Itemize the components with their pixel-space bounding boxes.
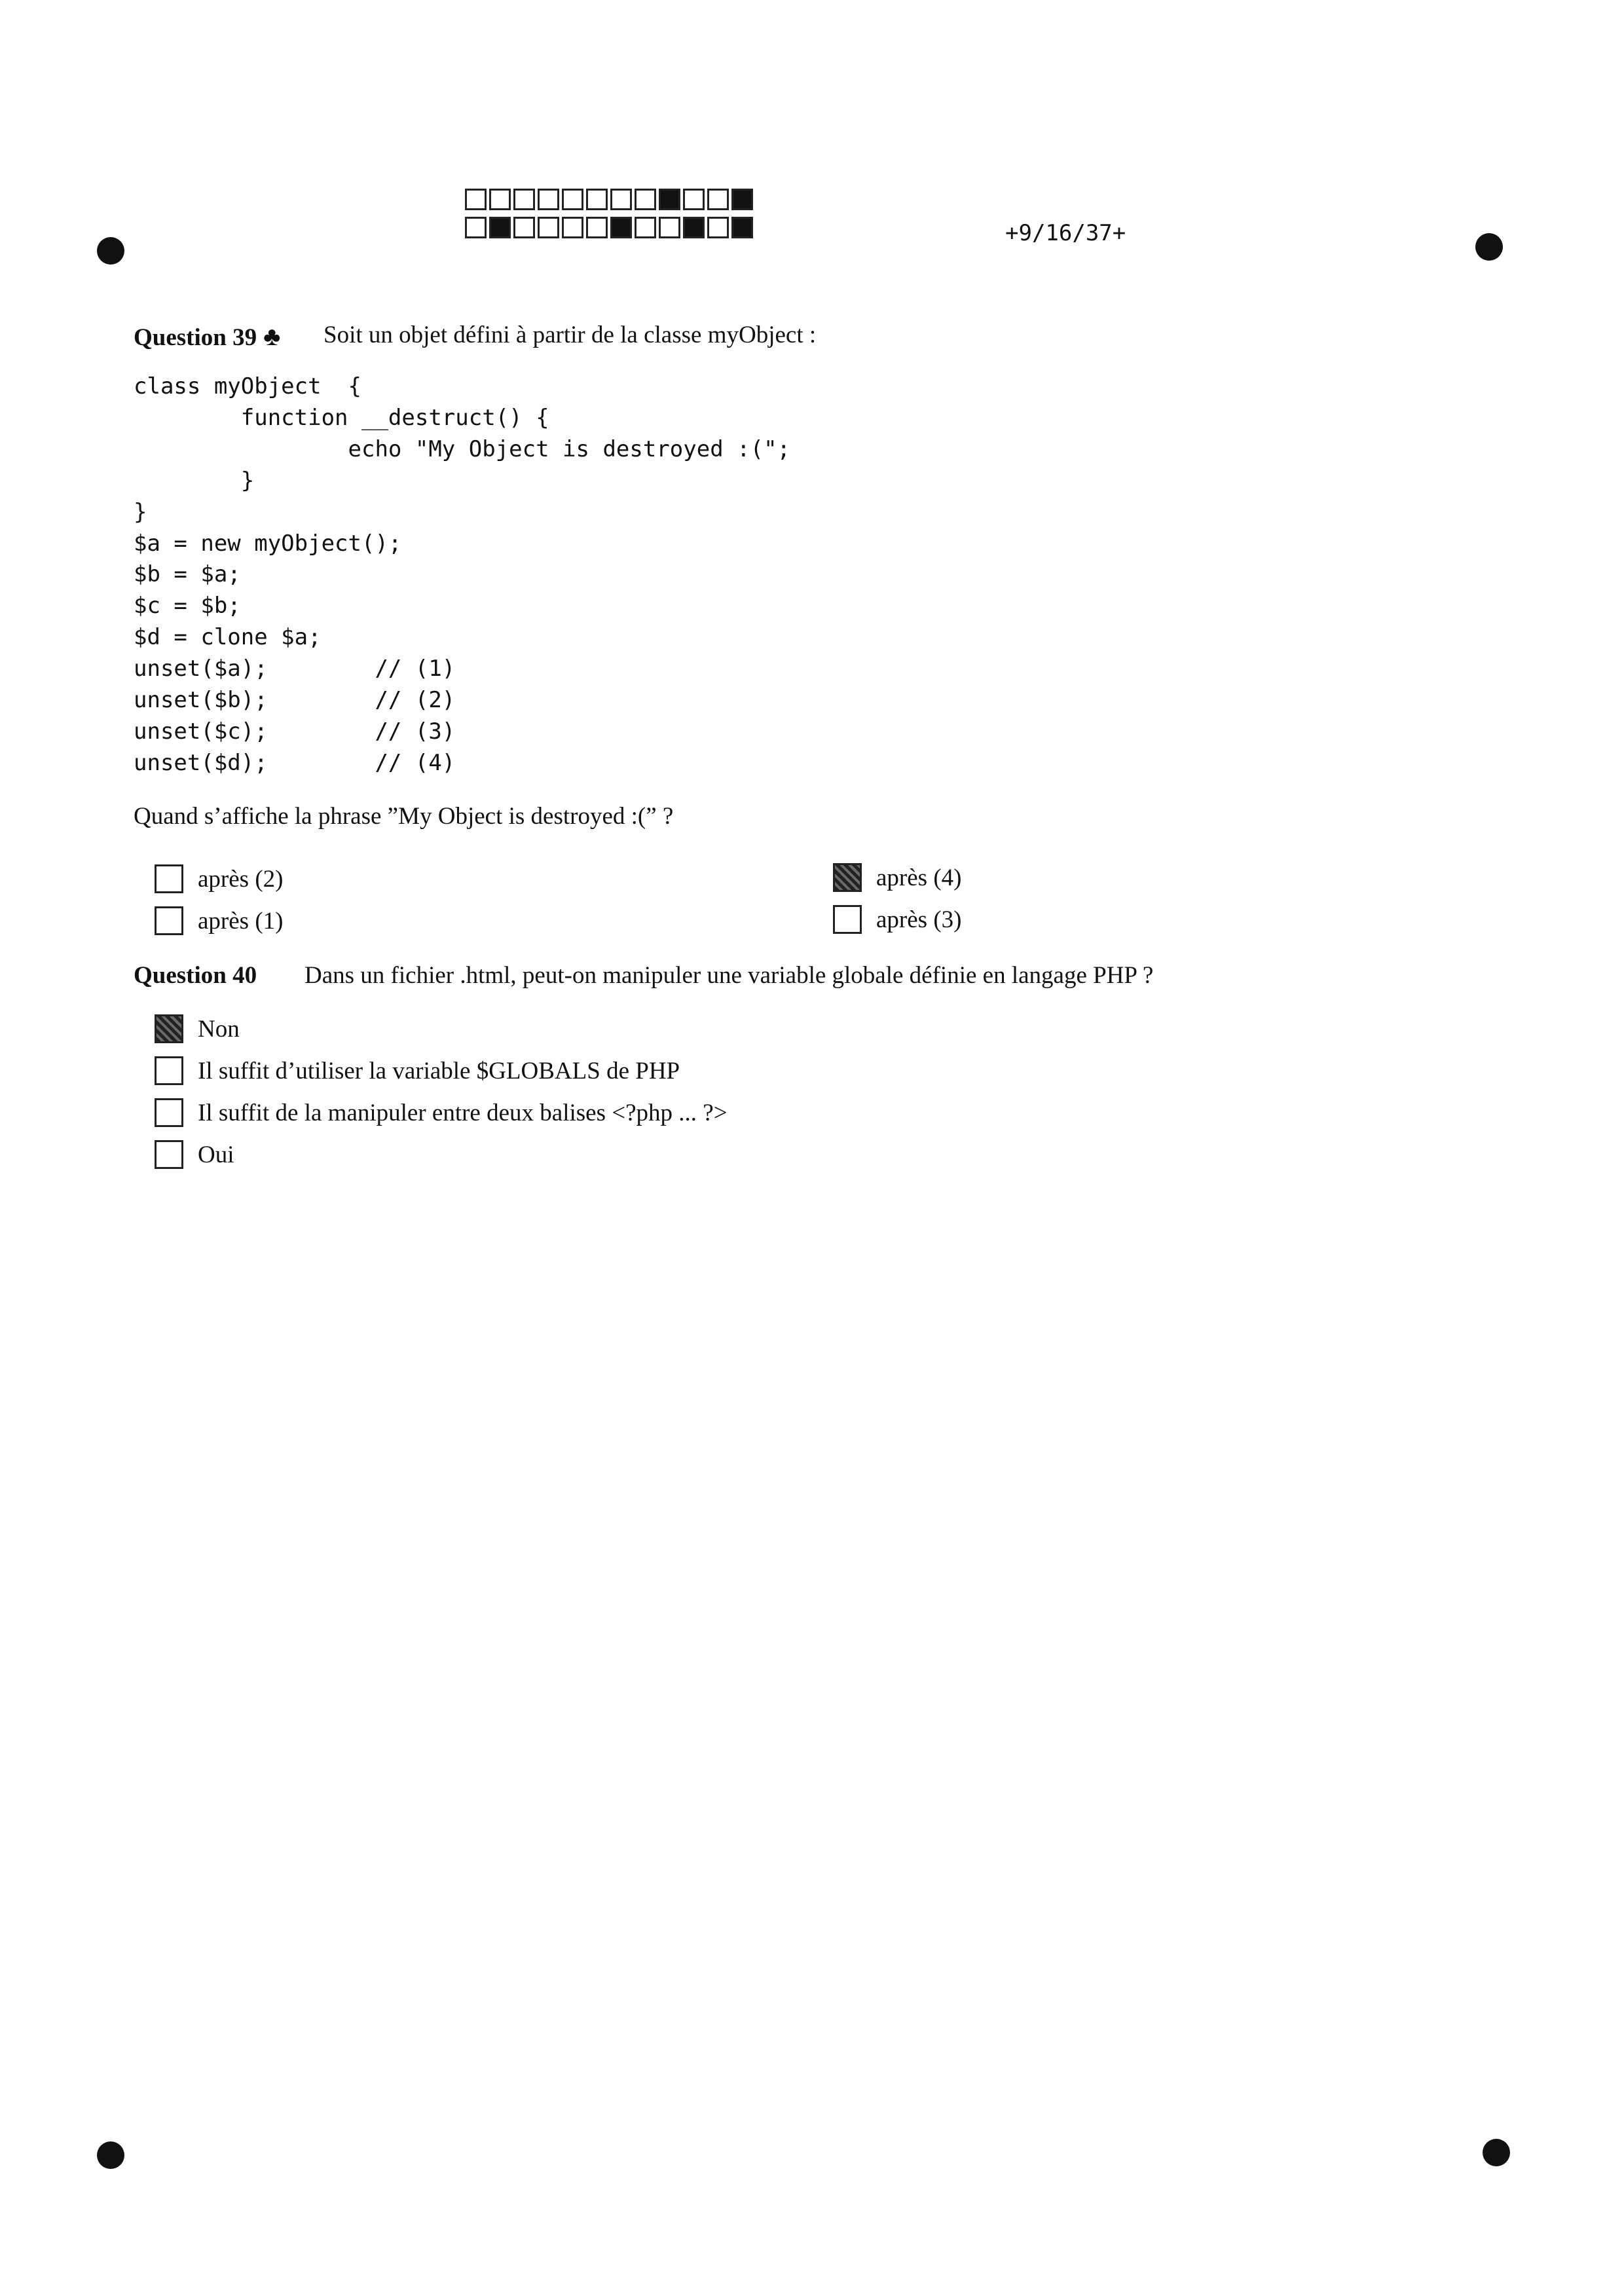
checkbox[interactable] <box>833 905 862 934</box>
answer-label: après (2) <box>198 865 284 893</box>
question-40-text: Dans un fichier .html, peut-on manipuler une variable globale définie en langage PHP ? <box>304 962 1154 989</box>
id-grid-cell <box>635 189 656 210</box>
question-39-header <box>134 321 280 352</box>
question-40-header <box>134 961 257 990</box>
page-id: +9/16/37+ <box>1005 220 1126 246</box>
id-grid-cell <box>659 217 680 238</box>
id-grid-cell <box>465 217 487 238</box>
answer-label: Non <box>198 1015 240 1043</box>
answer-label: Oui <box>198 1141 234 1168</box>
registration-mark-top-left <box>97 237 124 265</box>
registration-mark-top-right <box>1475 233 1503 261</box>
id-grid-cell <box>465 189 487 210</box>
answer-option[interactable] <box>155 864 283 893</box>
question-39-label: Question 39 <box>134 324 257 351</box>
id-grid-cell <box>683 189 705 210</box>
id-grid-cell <box>635 217 656 238</box>
answer-option[interactable] <box>155 1014 240 1043</box>
answer-label: après (3) <box>876 906 962 933</box>
id-grid-cell <box>610 217 632 238</box>
id-grid-cell <box>538 189 559 210</box>
checkbox[interactable] <box>155 1098 183 1127</box>
answer-option[interactable] <box>155 1140 234 1169</box>
id-grid-cell <box>707 217 729 238</box>
id-grid-row <box>465 217 756 238</box>
club-icon: ♣ <box>263 322 281 351</box>
answer-label: Il suffit d’utiliser la variable $GLOBALS de PHP <box>198 1057 680 1084</box>
checkbox[interactable] <box>155 864 183 893</box>
answer-option[interactable] <box>155 1098 728 1127</box>
id-grid-cell <box>538 217 559 238</box>
id-grid-cell <box>562 189 583 210</box>
id-grid-cell <box>586 189 608 210</box>
answer-option[interactable] <box>833 905 961 934</box>
id-grid-cell <box>731 189 753 210</box>
registration-mark-bottom-right <box>1483 2139 1510 2166</box>
question-39-prompt: Quand s’affiche la phrase ”My Object is destroyed :(” ? <box>134 803 674 830</box>
answer-label: Il suffit de la manipuler entre deux balises <?php ... ?> <box>198 1099 728 1126</box>
id-grid-cell <box>562 217 583 238</box>
id-grid-cell <box>513 189 535 210</box>
id-grid-cell <box>513 217 535 238</box>
id-grid-cell <box>489 217 511 238</box>
answer-option[interactable] <box>155 1056 680 1085</box>
id-grid-cell <box>707 189 729 210</box>
answer-option[interactable] <box>833 863 961 892</box>
page-id-grid <box>465 189 756 245</box>
answer-label: après (4) <box>876 864 962 891</box>
answer-label: après (1) <box>198 907 284 935</box>
id-grid-cell <box>683 217 705 238</box>
checkbox[interactable] <box>155 1056 183 1085</box>
id-grid-cell <box>731 217 753 238</box>
id-grid-row <box>465 189 756 210</box>
checkbox[interactable] <box>155 906 183 935</box>
id-grid-cell <box>610 189 632 210</box>
id-grid-cell <box>489 189 511 210</box>
id-grid-cell <box>659 189 680 210</box>
answer-option[interactable] <box>155 906 283 935</box>
registration-mark-bottom-left <box>97 2141 124 2169</box>
code-block: class myObject { function __destruct() { echo "My Object is destroyed :("; } } $a = new myObject(); $b = $a; $c = $b; $d = clone $a; unset($a); // (1) unset($b); // (2) unset($c); // (3) unset($d); // (4) <box>134 373 791 776</box>
question-40-label: Question 40 <box>134 962 257 989</box>
question-39-text: Soit un objet défini à partir de la classe myObject : <box>323 322 817 348</box>
checkbox[interactable] <box>155 1014 183 1043</box>
checkbox[interactable] <box>833 863 862 892</box>
id-grid-cell <box>586 217 608 238</box>
checkbox[interactable] <box>155 1140 183 1169</box>
